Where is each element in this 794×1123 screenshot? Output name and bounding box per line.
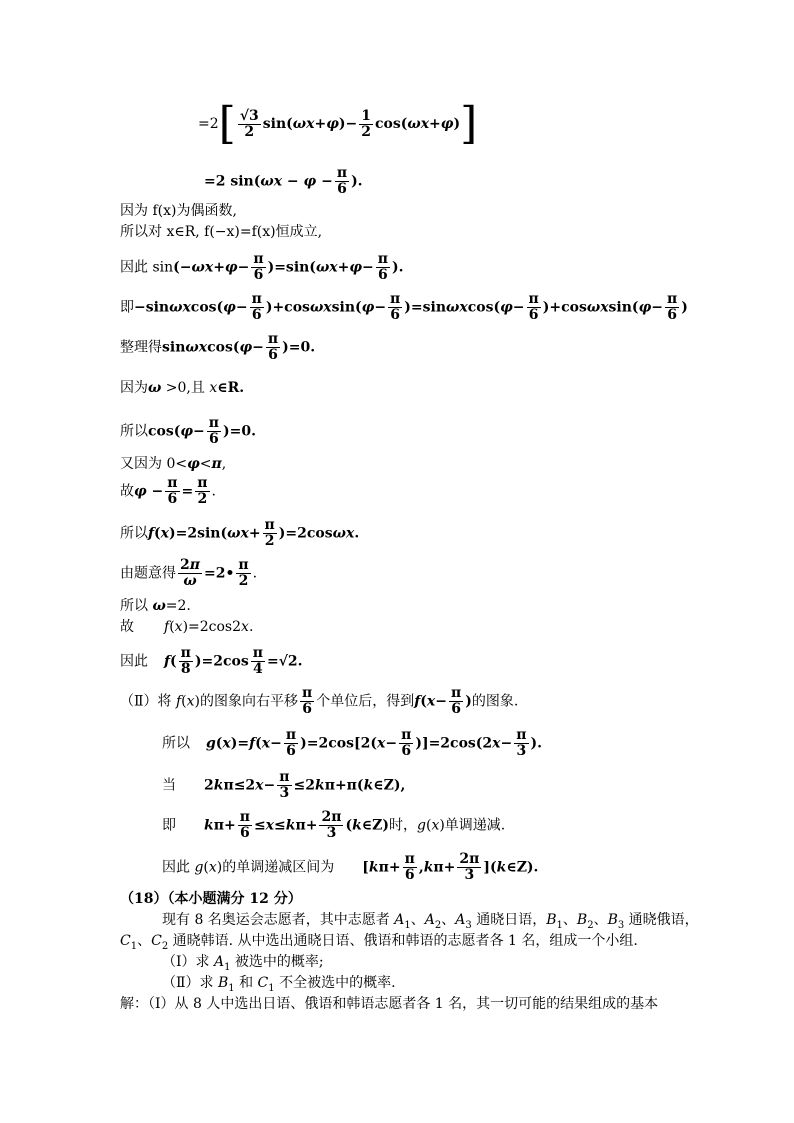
text-line-15: 故 f(x)=2cos2x. bbox=[120, 619, 254, 635]
problem-18-question-2: （Ⅱ）求 $B_1$ 和 $C_1$ 不全被选中的概率. bbox=[162, 975, 396, 994]
equation-line-9: 所以cos(φ− $\frac{\pi}{6}$ )=0. bbox=[120, 415, 257, 447]
text-line-10: 又因为 0<φ<π, bbox=[120, 456, 227, 472]
equation-line-7: 整理得sinωxcos(φ− $\frac{\pi}{6}$ )=0. bbox=[120, 331, 316, 363]
text-line-8: 因为ω >0,且 x∈R. bbox=[120, 380, 245, 396]
equation-line-16: 因此 f( $\frac{\pi}{8}$ )=2cos $\frac{\pi}{4}$ =√2. bbox=[120, 645, 303, 677]
equation-line-20: 即 kπ+ $\frac{\pi}{6}$ ≤x≤kπ+ $\frac{2\pi}{3}$ (k∈Z)时，g(x)单调递减. bbox=[162, 809, 506, 841]
equation-line-13: 由题意得 $\frac{2\pi}{\omega}$ =2• $\frac{\pi}{2}$ . bbox=[120, 557, 258, 589]
equation-line-18: 所以 g(x)=f(x− $\frac{\pi}{6}$ )=2cos[2(x− $\frac{\pi}{6}$ )]=2cos(2x− $\frac{\pi}{3}$ ). bbox=[162, 727, 543, 759]
text-line-3: 因为 f(x)为偶函数, bbox=[120, 203, 237, 219]
equation-line-12: 所以f(x)=2sin(ωx+ $\frac{\pi}{2}$ )=2cosωx. bbox=[120, 517, 360, 549]
text-line-4: 所以对 x∈R, f(−x)=f(x)恒成立, bbox=[120, 224, 323, 240]
equation-line-1: =2[ $\frac{√3}{2}$ sin(ωx+φ)− $\frac{1}{2}$ cos(ωx+φ)] bbox=[198, 98, 478, 149]
problem-18-solution: 解：（Ⅰ）从 8 人中选出日语、俄语和韩语志愿者各 1 名，其一切可能的结果组成的基本 bbox=[120, 996, 659, 1012]
problem-18-question-1: （Ⅰ）求 $A_1$ 被选中的概率; bbox=[162, 954, 324, 973]
equation-line-5: 因此 sin(−ωx+φ− $\frac{\pi}{6}$ )=sin(ωx+φ− $\frac{\pi}{6}$ ). bbox=[120, 251, 404, 283]
text-line-14: 所以 ω=2. bbox=[120, 598, 191, 614]
problem-18-text-1: 现有 8 名奥运会志愿者，其中志愿者 $A_1$、$A_2$、$A_3$ 通晓日语，$B_1$、$B_2$、$B_3$ 通晓俄语， bbox=[162, 912, 699, 931]
problem-18-text-2: $C_1$、$C_2$ 通晓韩语. 从中选出通晓日语、俄语和韩语的志愿者各 1 名，组成一个小组. bbox=[120, 933, 638, 952]
problem-18-header: （18）（本小题满分 12 分） bbox=[120, 891, 302, 907]
equation-line-21: 因此 g(x)的单调递减区间为 [kπ+ $\frac{\pi}{6}$ ,kπ+ $\frac{2\pi}{3}$ ](k∈Z). bbox=[162, 851, 539, 883]
equation-line-6: 即−sinωxcos(φ− $\frac{\pi}{6}$ )+cosωxsin(φ− $\frac{\pi}{6}$ )=sinωxcos(φ− $\frac{\pi}{6}$ )+cosωxsin(φ− $\frac{\pi}{6}$ ) bbox=[120, 291, 688, 323]
equation-line-17: （Ⅱ）将 f(x)的图象向右平移 $\frac{\pi}{6}$ 个单位后，得到f(x− $\frac{\pi}{6}$ )的图象. bbox=[120, 685, 519, 717]
equation-line-2: =2 sin(ωx − φ − $\frac{\pi}{6}$ ). bbox=[204, 165, 363, 197]
equation-line-11: 故φ − $\frac{\pi}{6}$ = $\frac{\pi}{2}$ . bbox=[120, 475, 216, 507]
equation-line-19: 当 2kπ≤2x− $\frac{\pi}{3}$ ≤2kπ+π(k∈Z), bbox=[162, 769, 406, 801]
